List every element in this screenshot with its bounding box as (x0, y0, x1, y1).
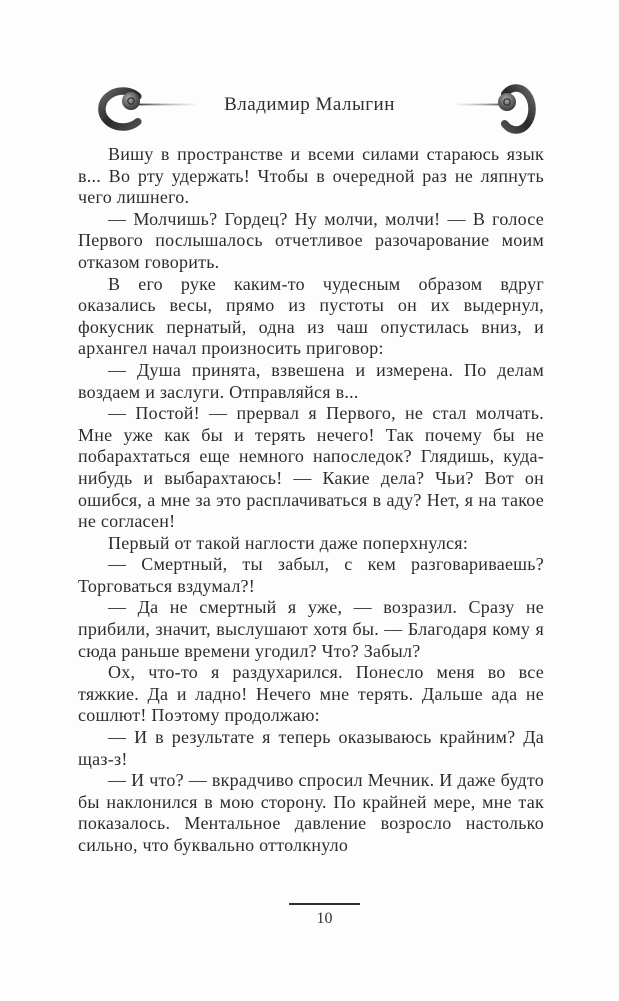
paragraph: — Смертный, ты забыл, с кем разговариваешь? Торговаться вздумал?! (78, 554, 544, 596)
paragraph: Первый от такой наглости даже поперхнулся: (108, 532, 469, 553)
page-number: 10 (316, 910, 333, 927)
paragraph: В его руке каким-то чудесным образом вдруг оказались весы, прямо из пустоты он их выдернул, фокусник пернатый, одна из чаш опустилась вниз, и архангел начал произносить приговор: (78, 273, 544, 359)
paragraph: — Постой! — прервал я Первого, не стал молчать. Мне уже как бы и терять нечего! Так почему бы не побарахтаться еще немного напоследок? Глядишь, куда-нибудь и выбарахтаюсь! — Какие дела? Чьи? Вот он ошибся, а мне за это расплачиваться в аду? Нет, я на такое не согласен! (78, 403, 544, 532)
footer-rule (289, 903, 360, 905)
curl-hook-flourish-right-icon (448, 84, 540, 136)
paragraph: — Да не смертный я уже, — возразил. Сразу не прибили, значит, выслушают хотя бы. — Благодаря кому я сюда раньше времени угодил? Что? Забыл? (78, 597, 544, 661)
running-head-author: Владимир Малыгин (224, 94, 395, 115)
paragraph: — И в результате я теперь оказываюсь крайним? Да щаз-з! (78, 727, 544, 769)
paragraph: Ох, что-то я раздухарился. Понесло меня во все тяжкие. Да и ладно! Нечего мне терять. Дальше ада не сошлют! Поэтому продолжаю: (78, 662, 544, 726)
paragraph: — Молчишь? Гордец? Ну молчи, молчи! — В голосе Первого послышалось отчетливое разочарование моим отказом говорить. (78, 208, 544, 272)
paragraph: Вишу в пространстве и всеми силами стараюсь язык в... Во рту удержать! Чтобы в очередной раз не ляпнуть чего лишнего. (78, 144, 544, 208)
paragraph: — И что? — вкрадчиво спросил Мечник. И даже будто бы наклонился в мою сторону. По крайней мере, мне так показалось. Ментальное давление возросло настолько сильно, что буквально оттолкнуло (78, 770, 544, 855)
paragraph: — Душа принята, взвешена и измерена. По делам воздаем и заслуги. Отправляйся в... (78, 359, 544, 402)
page-text (78, 144, 544, 857)
